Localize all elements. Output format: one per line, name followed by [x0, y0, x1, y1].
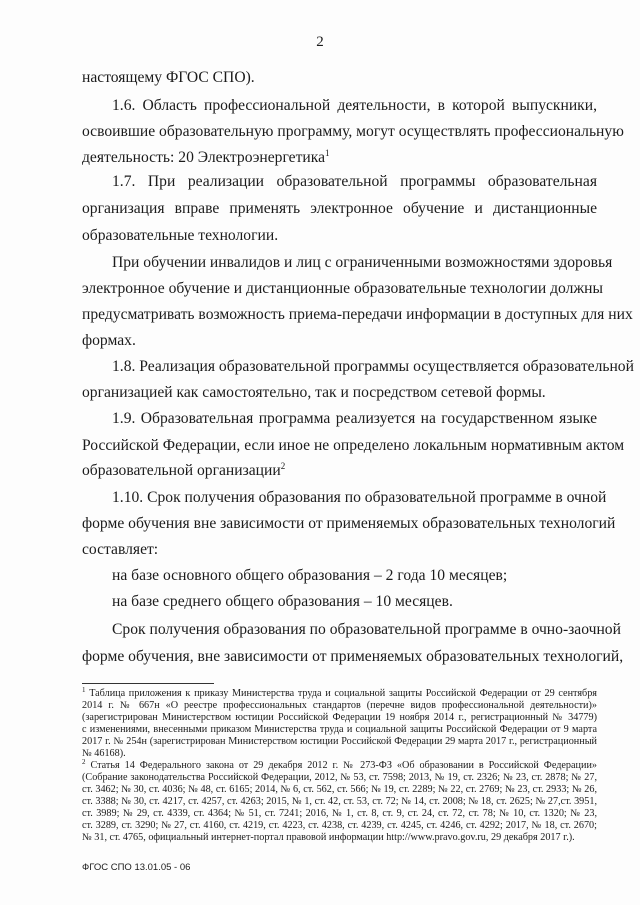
footnote-mark: 2 — [82, 758, 86, 766]
body-line: образовательные технологии. — [82, 227, 279, 244]
footnote-line: ст. 3989; № 29, ст. 4339, ст. 4364; № 51, ст. 7241; 2016, № 1, ст. 8, ст. 9, ст. 24, ст. 72, ст. 78; № 10, ст. 1320; № 23, — [82, 808, 597, 819]
body-line: форме обучения, вне зависимости от применяемых образовательных технологий, — [82, 648, 624, 665]
body-line: Срок получения образования по образовательной программе в очно-заочной — [112, 621, 621, 638]
footnote-line: с изменениями, внесенными приказом Министерства труда и социальной защиты Российской Федерации от 9 марта — [82, 724, 597, 735]
footnote-line: (Собрание законодательства Российской Федерации, 2012, № 53, ст. 7598; 2013, № 19, ст. 2326; № 23, ст. 2878; № 27, — [82, 772, 597, 783]
body-line: настоящему ФГОС СПО). — [82, 69, 255, 86]
body-line: предусматривать возможность приема-передачи информации в доступных для них — [82, 306, 633, 323]
body-line: на базе среднего общего образования – 10 месяцев. — [112, 593, 453, 610]
footnote-line: 2017 г. № 254н (зарегистрирован Министерством юстиции Российской Федерации 29 марта 2017 г., регистрационный — [82, 736, 597, 747]
document-footer: ФГОС СПО 13.01.05 - 06 — [82, 862, 191, 873]
body-line: электронное обучение и дистанционные образовательные технологии должны — [82, 280, 603, 297]
body-line-text: деятельность: 20 Электроэнергетика — [82, 149, 325, 166]
body-line — [82, 461, 285, 481]
footnote-line: № 31, ст. 4765, официальный интернет-портал правовой информации http://www.pravo.gov.ru, 29 декабря 2017 г.). — [82, 832, 575, 843]
body-line: Российской Федерации, если иное не определено локальным нормативным актом — [82, 437, 625, 454]
body-line: формах. — [82, 332, 136, 349]
body-line: организация вправе применять электронное обучение и дистанционные — [82, 200, 597, 217]
footnote-text: Статья 14 Федерального закона от 29 декабря 2012 г. № 273-ФЗ «Об образовании в Российской Федерации» — [85, 760, 597, 771]
body-line: форме обучения вне зависимости от применяемых образовательных технологий — [82, 515, 616, 532]
footnote-line: 2014 г. № 667н «О реестре профессиональных стандартов (перечне видов профессиональной деятельности)» — [82, 700, 597, 711]
body-line: 1.6. Область профессиональной деятельности, в которой выпускники, — [112, 97, 597, 114]
body-line: освоившие образовательную программу, могут осуществлять профессиональную — [82, 123, 624, 140]
footnote-separator — [82, 683, 214, 684]
footnote-mark: 1 — [82, 686, 86, 694]
footnote-ref: 2 — [280, 461, 286, 471]
body-line: 1.7. При реализации образовательной программы образовательная — [112, 173, 597, 190]
body-line: 1.8. Реализация образовательной программы осуществляется образовательной — [112, 358, 634, 375]
footnote-line: ст. 3388; № 30, ст. 4217, ст. 4257, ст. 4263; 2015, № 1, ст. 42, ст. 53, ст. 72; № 14, ст. 2008; № 18, ст. 2625; № 27,ст. 3951, — [82, 796, 597, 807]
footnote-line: (зарегистрирован Министерством юстиции Российской Федерации 19 ноября 2014 г., регистрационный № 34779) — [82, 712, 597, 723]
footnote-line: ст. 3289, ст. 3290; № 27, ст. 4160, ст. 4219, ст. 4223, ст. 4238, ст. 4239, ст. 4245, ст. 4246, ст. 4292; 2017, № 18, ст. 2670; — [82, 820, 597, 831]
page-number: 2 — [316, 34, 324, 50]
body-line-text: образовательной организации — [82, 462, 281, 479]
body-line: организацией как самостоятельно, так и посредством сетевой формы. — [82, 384, 546, 401]
body-line: составляет: — [82, 541, 159, 558]
body-line: 1.9. Образовательная программа реализуется на государственном языке — [112, 410, 597, 427]
footnote-line: ст. 3462; № 30, ст. 4036; № 48, ст. 6165; 2014, № 6, ст. 562, ст. 566; № 19, ст. 2289; № 22, ст. 2769; № 23, ст. 2933; № 26, — [82, 784, 597, 795]
footnote-text: Таблица приложения к приказу Министерства труда и социальной защиты Российской Федерации от 29 сентября — [85, 688, 597, 699]
body-line: 1.10. Срок получения образования по образовательной программе в очной — [112, 489, 607, 506]
body-line: на базе основного общего образования – 2 года 10 месяцев; — [112, 567, 508, 584]
footnote-line: № 46168). — [82, 748, 126, 759]
body-line — [82, 148, 330, 168]
footnote-line — [82, 760, 597, 772]
body-line: При обучении инвалидов и лиц с ограниченными возможностями здоровья — [112, 254, 613, 271]
footnote-line — [82, 688, 597, 700]
footnote-ref: 1 — [325, 148, 330, 158]
